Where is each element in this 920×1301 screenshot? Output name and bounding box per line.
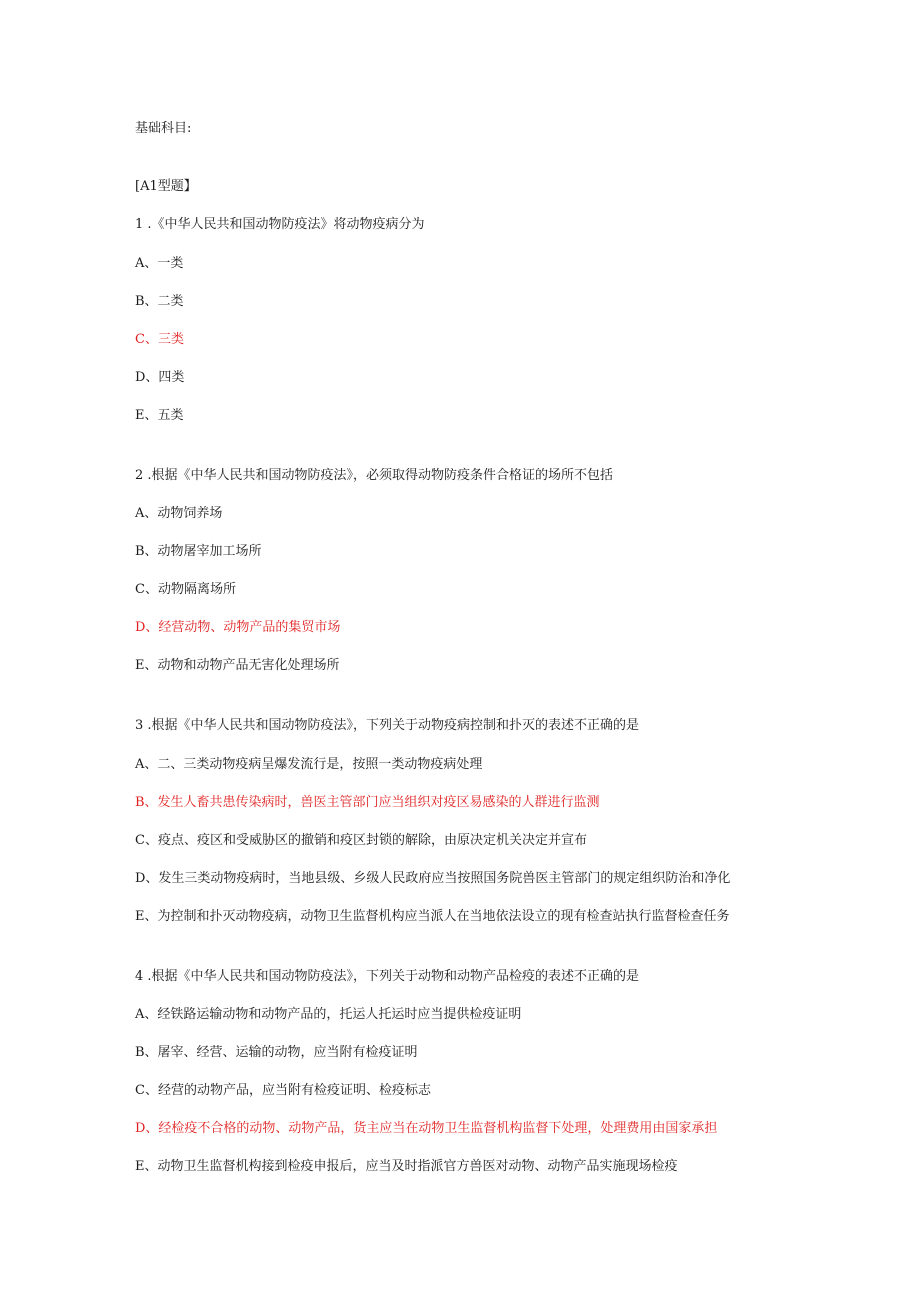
option: D、发生三类动物疫病时，当地县级、乡级人民政府应当按照国务院兽医主管部门的规定组织防治和净化: [135, 871, 731, 886]
option: A、动物饲养场: [135, 506, 223, 521]
option: D、四类: [135, 370, 185, 385]
option: B、二类: [135, 294, 184, 309]
option: E、动物卫生监督机构接到检疫申报后，应当及时指派官方兽医对动物、动物产品实施现场检疫: [135, 1159, 678, 1174]
option: A、二、三类动物疫病呈爆发流行是，按照一类动物疫病处理: [135, 757, 483, 772]
question-stem: 4 .根据《中华人民共和国动物防疫法》，下列关于动物和动物产品检疫的表述不正确的是: [135, 969, 640, 984]
question-stem: 2 .根据《中华人民共和国动物防疫法》，必须取得动物防疫条件合格证的场所不包括: [135, 468, 614, 483]
option: E、五类: [135, 408, 184, 423]
option: B、动物屠宰加工场所: [135, 544, 262, 559]
option: E、动物和动物产品无害化处理场所: [135, 658, 340, 673]
option-correct-answer: D、经营动物、动物产品的集贸市场: [135, 620, 341, 635]
option: C、疫点、疫区和受威胁区的撤销和疫区封锁的解除，由原决定机关决定并宣布: [135, 833, 587, 848]
question-stem: 1 .《中华人民共和国动物防疫法》将动物疫病分为: [135, 217, 425, 232]
section-heading: [A1型题】: [135, 179, 197, 194]
option-correct-answer: D、经检疫不合格的动物、动物产品，货主应当在动物卫生监督机构监督下处理，处理费用由国家承担: [135, 1121, 718, 1136]
subject-heading: 基础科目:: [135, 121, 192, 136]
option: E、为控制和扑灭动物疫病，动物卫生监督机构应当派人在当地依法设立的现有检查站执行监督检查任务: [135, 909, 730, 924]
option-correct-answer: B、发生人畜共患传染病时，兽医主管部门应当组织对疫区易感染的人群进行监测: [135, 795, 600, 810]
option: A、经铁路运输动物和动物产品的，托运人托运时应当提供检疫证明: [135, 1007, 522, 1022]
option-correct-answer: C、三类: [135, 332, 184, 347]
option: C、动物隔离场所: [135, 582, 236, 597]
option: C、经营的动物产品，应当附有检疫证明、检疫标志: [135, 1083, 431, 1098]
option: A、一类: [135, 256, 184, 271]
question-stem: 3 .根据《中华人民共和国动物防疫法》，下列关于动物疫病控制和扑灭的表述不正确的是: [135, 718, 640, 733]
option: B、屠宰、经营、运输的动物，应当附有检疫证明: [135, 1045, 418, 1060]
